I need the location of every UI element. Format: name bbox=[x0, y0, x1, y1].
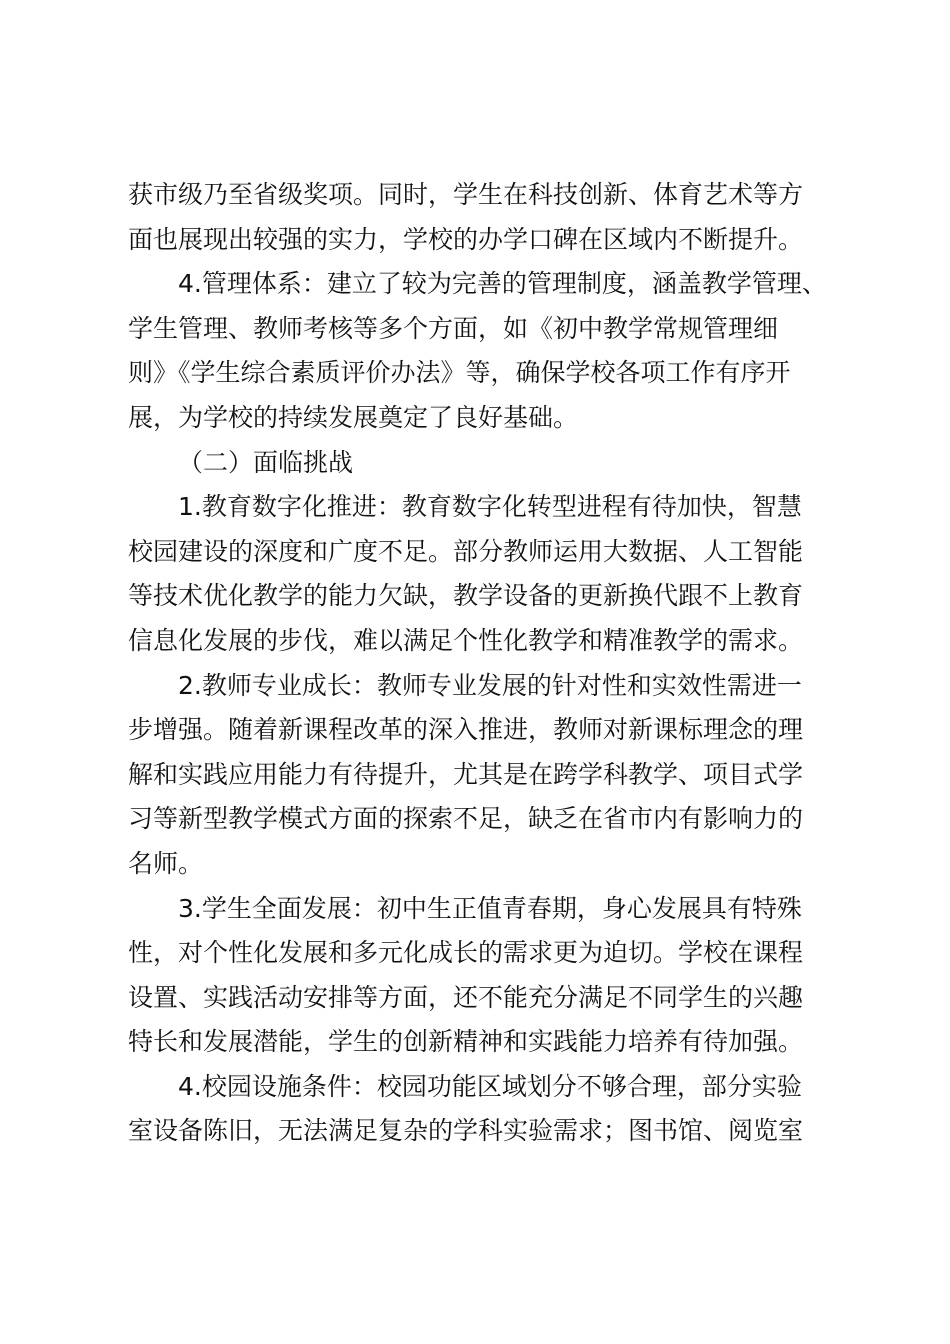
text-line: 面也展现出较强的实力，学校的办学口碑在区域内不断提升。 bbox=[128, 224, 804, 254]
paragraph-start-line: 1.教育数字化推进：教育数字化转型进程有待加快，智慧 bbox=[178, 492, 802, 522]
text-line: 获市级乃至省级奖项。同时，学生在科技创新、体育艺术等方 bbox=[128, 180, 804, 209]
paragraph-start-line: 3.学生全面发展：初中生正值青春期，身心发展具有特殊 bbox=[178, 893, 802, 923]
text-line: 解和实践应用能力有待提升，尤其是在跨学科教学、项目式学 bbox=[128, 759, 804, 789]
text-line: 性，对个性化发展和多元化成长的需求更为迫切。学校在课程 bbox=[128, 938, 804, 968]
text-line: 信息化发展的步伐，难以满足个性化教学和精准教学的需求。 bbox=[128, 625, 804, 655]
text-line: 校园建设的深度和广度不足。部分教师运用大数据、人工智能 bbox=[128, 536, 804, 566]
text-line: 习等新型教学模式方面的探索不足，缺乏在省市内有影响力的 bbox=[128, 804, 804, 834]
section-heading: （二）面临挑战 bbox=[178, 447, 354, 477]
text-line: 步增强。随着新课程改革的深入推进，教师对新课标理念的理 bbox=[128, 715, 804, 745]
text-line: 等技术优化教学的能力欠缺，教学设备的更新换代跟不上教育 bbox=[128, 581, 804, 611]
text-line: 特长和发展潜能，学生的创新精神和实践能力培养有待加强。 bbox=[128, 1027, 804, 1057]
paragraph-start-line: 4.校园设施条件：校园功能区域划分不够合理，部分实验 bbox=[178, 1071, 802, 1101]
text-line: 展，为学校的持续发展奠定了良好基础。 bbox=[128, 402, 579, 432]
paragraph-start-line: 2.教师专业成长：教师专业发展的针对性和实效性需进一 bbox=[178, 670, 802, 700]
paragraph-start-line: 4.管理体系：建立了较为完善的管理制度，涵盖教学管理、 bbox=[178, 269, 827, 299]
text-line: 则》《学生综合素质评价办法》等，确保学校各项工作有序开 bbox=[128, 358, 791, 388]
body-text bbox=[128, 173, 832, 1154]
text-line: 学生管理、教师考核等多个方面，如《初中教学常规管理细 bbox=[128, 313, 779, 343]
text-line: 设置、实践活动安排等方面，还不能充分满足不同学生的兴趣 bbox=[128, 982, 804, 1012]
text-line: 名师。 bbox=[128, 848, 204, 878]
text-line: 室设备陈旧，无法满足复杂的学科实验需求；图书馆、阅览室 bbox=[128, 1116, 804, 1146]
